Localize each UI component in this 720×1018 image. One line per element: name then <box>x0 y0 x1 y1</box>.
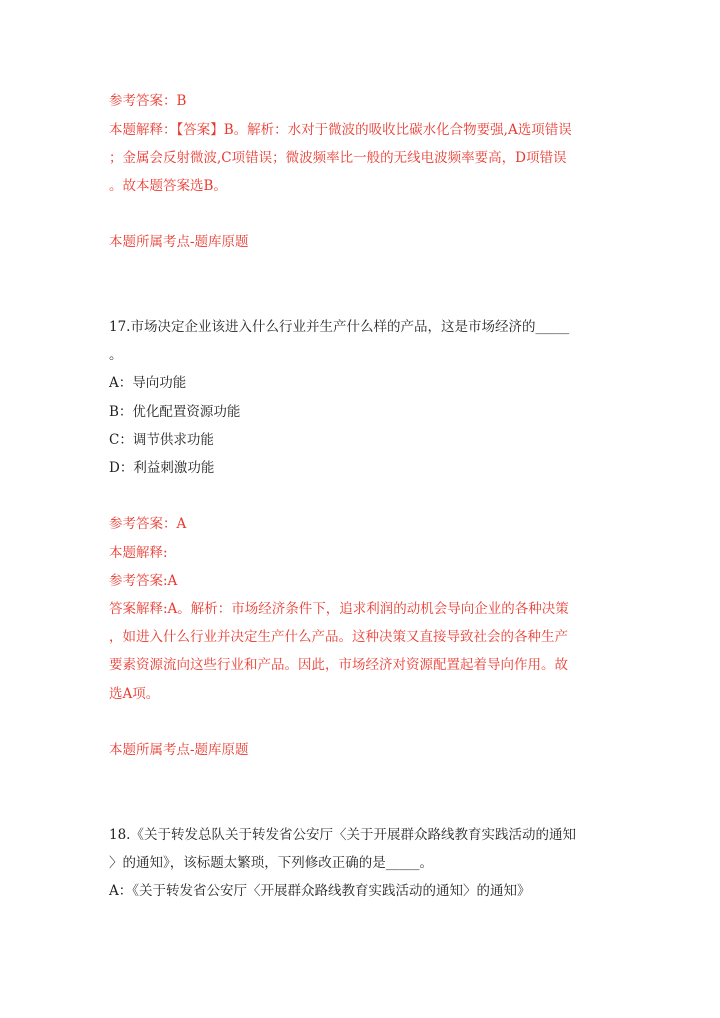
q17-explanation-line-3: 要素资源流向这些行业和产品。因此，市场经济对资源配置起着导向作用。故 <box>109 657 568 673</box>
q17-reference-answer: 参考答案：A <box>109 516 187 532</box>
q16-explanation-line-2: ；金属会反射微波,C项错误；微波频率比一般的无线电波频率要高，D项错误 <box>109 150 567 166</box>
q17-explanation-line-4: 选A项。 <box>109 686 160 702</box>
q17-source: 本题所属考点-题库原题 <box>109 742 249 758</box>
q16-source: 本题所属考点-题库原题 <box>109 234 249 250</box>
q16-reference-answer: 参考答案：B <box>109 93 187 109</box>
q18-option-a: A：《关于转发省公安厅〈开展群众路线教育实践活动的通知〉的通知》 <box>109 883 531 899</box>
q17-stem-line-1: 17.市场决定企业该进入什么行业并生产什么样的产品，这是市场经济的_____ <box>109 319 570 335</box>
q18-stem-line-2: 〉的通知》，该标题太繁琐，下列修改正确的是_____。 <box>109 855 433 871</box>
q17-option-d: D：利益刺激功能 <box>109 460 215 476</box>
q17-stem-line-2: 。 <box>109 347 123 363</box>
q16-explanation-line-3: 。故本题答案选B。 <box>109 178 227 194</box>
q17-explanation-label: 本题解释: <box>109 545 168 561</box>
q16-explanation-line-1: 本题解释：【答案】B。解析：水对于微波的吸收比碳水化合物要强,A选项错误 <box>109 122 572 138</box>
q17-option-b: B：优化配置资源功能 <box>109 404 241 420</box>
q17-reference-answer-2: 参考答案:A <box>109 573 178 589</box>
q18-stem-line-1: 18.《关于转发总队关于转发省公安厅〈关于开展群众路线教育实践活动的通知 <box>109 827 576 843</box>
q17-option-c: C：调节供求功能 <box>109 432 214 448</box>
q17-explanation-line-2: ，如进入什么行业并决定生产什么产品。这种决策又直接导致社会的各种生产 <box>109 629 568 645</box>
q17-explanation-line-1: 答案解释:A。解析：市场经济条件下，追求利润的动机会导向企业的各种决策 <box>109 601 569 617</box>
q17-option-a: A：导向功能 <box>109 375 187 391</box>
